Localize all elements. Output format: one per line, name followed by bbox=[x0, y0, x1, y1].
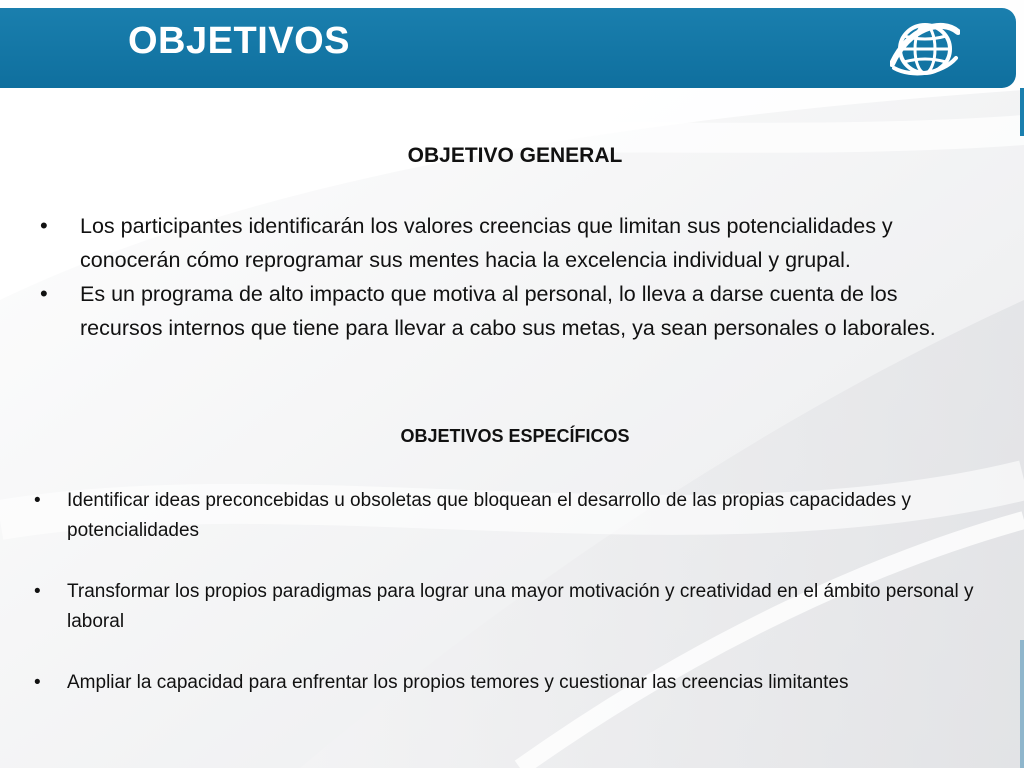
objetivo-general-heading: OBJETIVO GENERAL bbox=[407, 144, 623, 167]
list-item: • Ampliar la capacidad para enfrentar los propios temores y cuestionar las creencias limitantes bbox=[34, 668, 984, 698]
objetivo-general-list bbox=[40, 209, 940, 345]
list-item: • Los participantes identificarán los valores creencias que limitan sus potencialidades y conocerán cómo reprogramar sus mentes hacia la excelencia individual y grupal. bbox=[40, 209, 940, 277]
objetivos-especificos-heading: OBJETIVOS ESPECÍFICOS bbox=[400, 426, 630, 446]
list-item: • Identificar ideas preconcebidas u obsoletas que bloquean el desarrollo de las propias capacidades y potencialidades bbox=[34, 486, 984, 546]
list-item: • Es un programa de alto impacto que motiva al personal, lo lleva a darse cuenta de los recursos internos que tiene para llevar a cabo sus metas, ya sean personales o laborales. bbox=[40, 277, 940, 345]
list-item: • Transformar los propios paradigmas para lograr una mayor motivación y creatividad en el ámbito personal y laboral bbox=[34, 577, 984, 637]
slide-title: OBJETIVOS bbox=[128, 20, 350, 62]
objetivos-especificos-list bbox=[34, 486, 984, 729]
